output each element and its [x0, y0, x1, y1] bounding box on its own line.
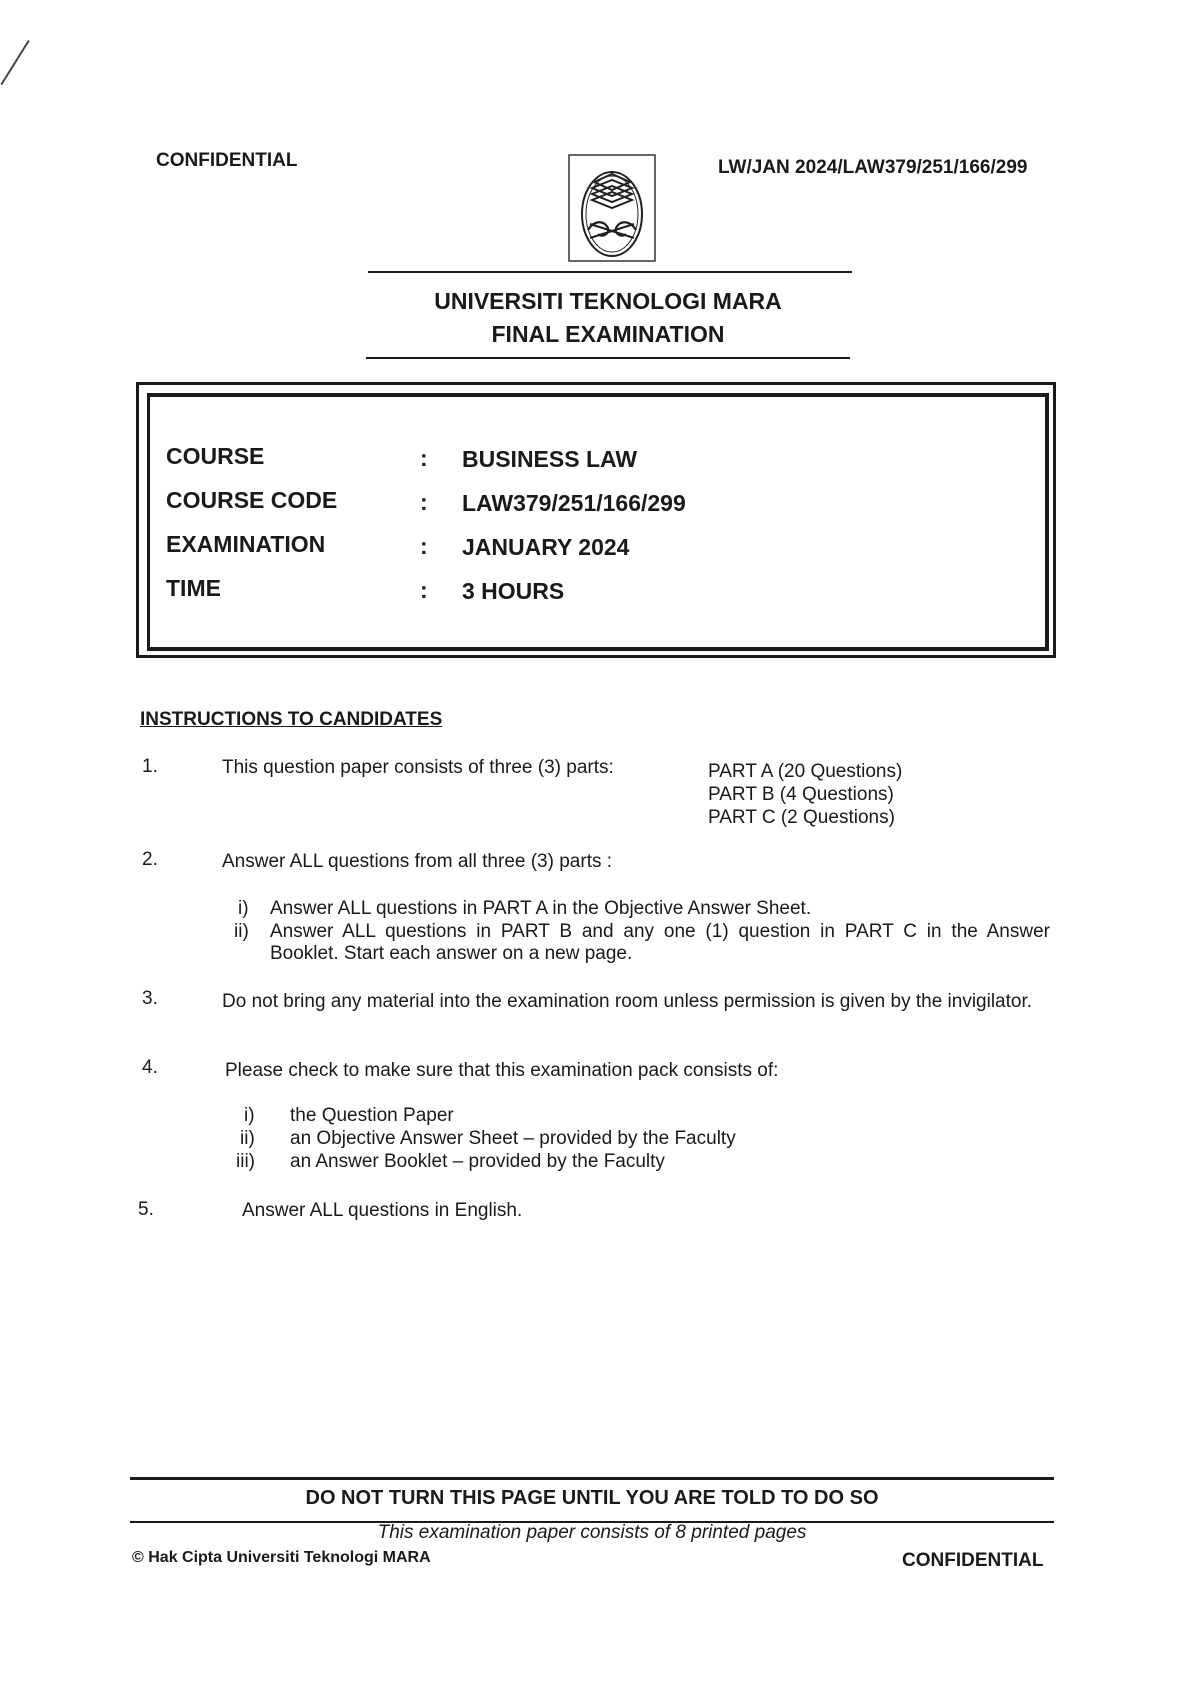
- part-b-line: PART B (4 Questions): [708, 784, 894, 805]
- examination-colon: :: [420, 533, 428, 559]
- exam-title: FINAL EXAMINATION: [491, 321, 725, 347]
- printed-pages-note: This examination paper consists of 8 printed pages: [377, 1522, 807, 1543]
- instruction-2-sub-ii-text: Answer ALL questions in PART B and any one (1) question in PART C in the Answer Booklet. Start each answer on a new page.: [270, 921, 1050, 964]
- instruction-2-sub-ii-marker: ii): [234, 921, 249, 942]
- instruction-4-sub-i-marker: i): [244, 1105, 255, 1126]
- footer-confidential: CONFIDENTIAL: [902, 1550, 1044, 1571]
- header-confidential: CONFIDENTIAL: [156, 150, 298, 171]
- instruction-4-text: Please check to make sure that this examination pack consists of:: [225, 1060, 779, 1081]
- part-c-line: PART C (2 Questions): [708, 807, 895, 828]
- instruction-4-sub-iii-text: an Answer Booklet – provided by the Faculty: [290, 1151, 665, 1172]
- instruction-1-text: This question paper consists of three (3) parts:: [222, 757, 614, 778]
- do-not-turn-warning: DO NOT TURN THIS PAGE UNTIL YOU ARE TOLD TO DO SO: [305, 1487, 879, 1509]
- instruction-2-sub-i-text: Answer ALL questions in PART A in the Objective Answer Sheet.: [270, 898, 812, 919]
- instruction-4-sub-i-text: the Question Paper: [290, 1105, 454, 1126]
- course-code-value: LAW379/251/166/299: [462, 490, 686, 516]
- university-logo-icon: [568, 154, 656, 262]
- examination-label: EXAMINATION: [166, 531, 326, 557]
- instruction-2-sub-i-marker: i): [238, 898, 249, 919]
- university-name: UNIVERSITI TEKNOLOGI MARA: [434, 288, 782, 314]
- instruction-3-number: 3.: [142, 988, 158, 1009]
- instruction-2-text: Answer ALL questions from all three (3) parts :: [222, 851, 613, 872]
- title-block: [366, 285, 850, 351]
- instruction-4-sub-ii-marker: ii): [240, 1128, 255, 1149]
- course-code-label: COURSE CODE: [166, 487, 338, 513]
- course-colon: :: [420, 445, 428, 471]
- instruction-5-text: Answer ALL questions in English.: [242, 1200, 523, 1221]
- course-label: COURSE: [166, 443, 265, 469]
- title-rule-top: [368, 271, 852, 273]
- instruction-4-sub-iii-marker: iii): [236, 1151, 255, 1172]
- course-value: BUSINESS LAW: [462, 446, 638, 472]
- time-label: TIME: [166, 575, 221, 601]
- instruction-3-text: Do not bring any material into the examination room unless permission is given by the invigilator.: [222, 991, 1033, 1012]
- course-info-box-inner-border: [147, 393, 1049, 651]
- instructions-heading: INSTRUCTIONS TO CANDIDATES: [140, 709, 443, 730]
- instruction-5-number: 5.: [138, 1199, 154, 1220]
- time-value: 3 HOURS: [462, 578, 565, 604]
- examination-value: JANUARY 2024: [462, 534, 630, 560]
- course-code-colon: :: [420, 489, 428, 515]
- time-colon: :: [420, 577, 428, 603]
- header-paper-code: LW/JAN 2024/LAW379/251/166/299: [718, 157, 1028, 178]
- copyright-notice: © Hak Cipta Universiti Teknologi MARA: [132, 1549, 431, 1566]
- title-rule-bottom: [366, 357, 850, 359]
- course-info-box: [136, 382, 1056, 658]
- instruction-4-number: 4.: [142, 1057, 158, 1078]
- scan-mark: [0, 40, 29, 85]
- instruction-1-number: 1.: [142, 756, 158, 777]
- instruction-4-sub-ii-text: an Objective Answer Sheet – provided by the Faculty: [290, 1128, 736, 1149]
- instruction-2-number: 2.: [142, 849, 158, 870]
- footer-rule-top: [130, 1477, 1054, 1480]
- part-a-line: PART A (20 Questions): [708, 761, 903, 782]
